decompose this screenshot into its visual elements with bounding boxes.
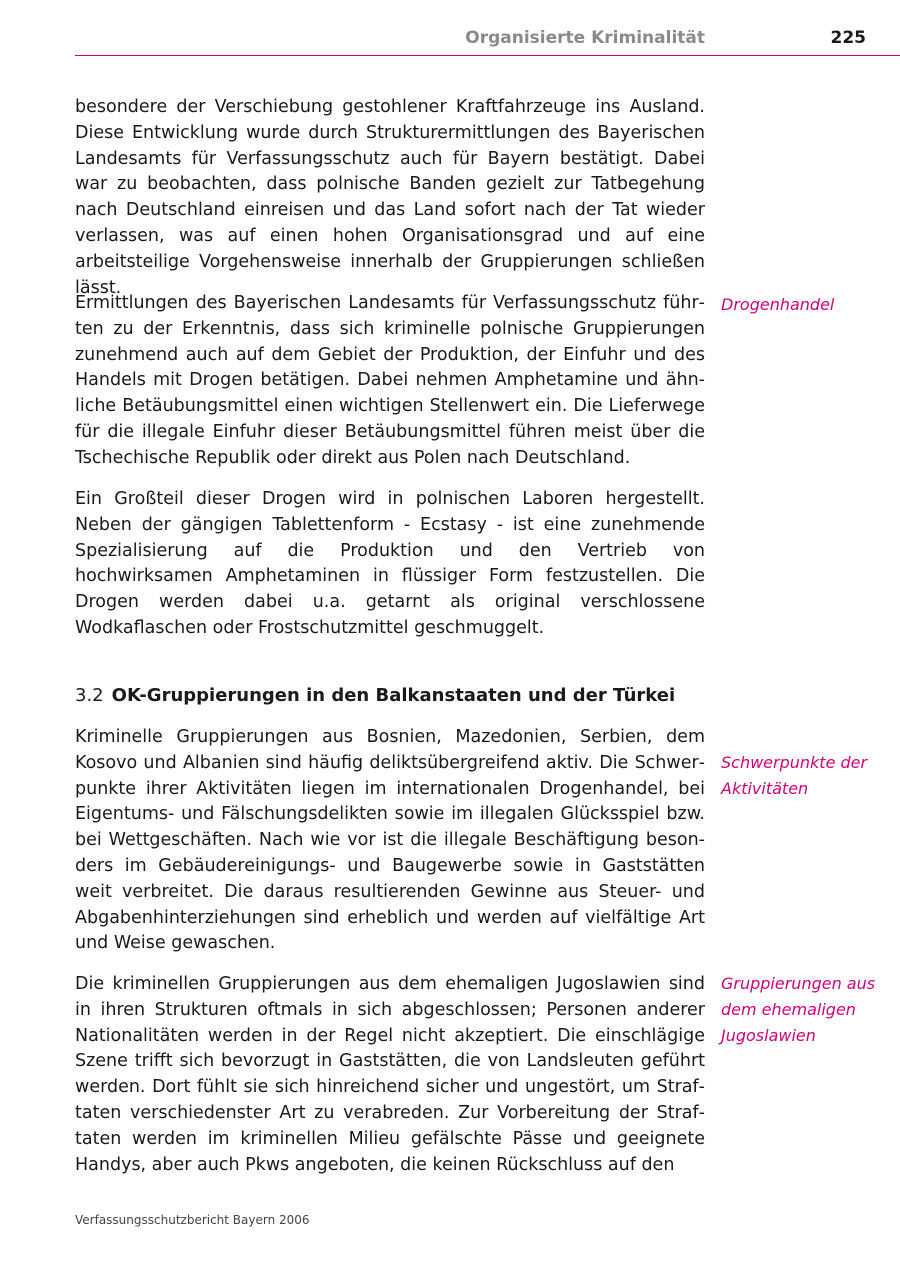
margin-note-schwerpunkte: Schwerpunkte der Aktivitäten — [721, 753, 868, 798]
paragraph-1: besondere der Verschiebung gestohlener Kraftfahrzeuge ins Ausland. Diese Entwicklung wurde durch Strukturermittlungen des Bayerischen Landesamts für Verfassungsschutz auch für Bayern bestätigt. Dabei war zu beobachten, dass polnische Banden gezielt zur Tatbegehung nach Deutschland einreisen und das Land sofort nach der Tat wieder verlassen, was auf einen hohen Organisationsgrad und auf eine arbeitsteilige Vorgehensweise innerhalb der Gruppierungen schließen lässt. — [75, 97, 705, 298]
section-heading — [75, 684, 705, 708]
running-header-title: Organisierte Kriminalität — [465, 28, 705, 48]
margin-note-drogenhandel: Drogenhandel — [721, 295, 835, 314]
header-rule — [75, 55, 900, 56]
paragraph-4: Kriminelle Gruppierungen aus Bosnien, Mazedonien, Serbien, dem Kosovo und Albanien sind häufig deliktsübergreifend aktiv. Die Schwerpunkte ihrer Aktivitäten liegen im internationalen Drogenhandel, bei Eigentums- und Fälschungsdelikten sowie im illegalen Glücksspiel bzw. bei Wettgeschäften. Nach wie vor ist die illegale Beschäftigung besonders im Gebäudereinigungs- und Baugewerbe sowie in Gaststätten weit verbreitet. Die daraus resultierenden Gewinne aus Steuer- und Abgabenhinterziehungen sind erheblich und werden auf vielfältige Art und Weise gewaschen. — [75, 727, 705, 954]
paragraph-5: Die kriminellen Gruppierungen aus dem ehemaligen Jugoslawien sind in ihren Strukturen oftmals in sich abgeschlossen; Personen anderer Nationalitäten werden in der Regel nicht akzeptiert. Die einschlägige Szene trifft sich bevorzugt in Gaststätten, die von Landsleuten geführt werden. Dort fühlt sie sich hinreichend sicher und ungestört, um Straftaten verschiedenster Art zu verabreden. Zur Vorbereitung der Straftaten werden im kriminellen Milieu gefälschte Pässe und geeignete Handys, aber auch Pkws angeboten, die keinen Rückschluss auf den — [75, 974, 705, 1175]
page-number: 225 — [830, 28, 866, 48]
section-number: 3.2 — [75, 685, 104, 706]
paragraph-2: Ermittlungen des Bayerischen Landesamts für Verfassungsschutz führten zu der Erkenntnis, dass sich kriminelle polnische Gruppierungen zunehmend auch auf dem Gebiet der Produktion, der Einfuhr und des Handels mit Drogen betätigen. Dabei nehmen Amphetamine und ähnliche Betäubungsmittel einen wichtigen Stellenwert ein. Die Lieferwege für die illegale Einfuhr dieser Betäubungsmittel führen meist über die Tschechische Republik oder direkt aus Polen nach Deutschland. — [75, 293, 705, 468]
paragraph-3: Ein Großteil dieser Drogen wird in polnischen Laboren hergestellt. Neben der gängigen Tablettenform - Ecstasy - ist eine zunehmende Spezialisierung auf die Produktion und den Vertrieb von hochwirksamen Amphetaminen in flüssiger Form festzustellen. Die Drogen werden dabei u.a. getarnt als original verschlossene Wodkaflaschen oder Frostschutzmittel geschmuggelt. — [75, 489, 705, 638]
footer-text: Verfassungsschutzbericht Bayern 2006 — [75, 1213, 310, 1227]
margin-note-jugoslawien: Gruppierungen aus dem ehemaligen Jugoslawien — [721, 974, 876, 1045]
section-title: OK-Gruppierungen in den Balkanstaaten und der Türkei — [111, 685, 676, 706]
